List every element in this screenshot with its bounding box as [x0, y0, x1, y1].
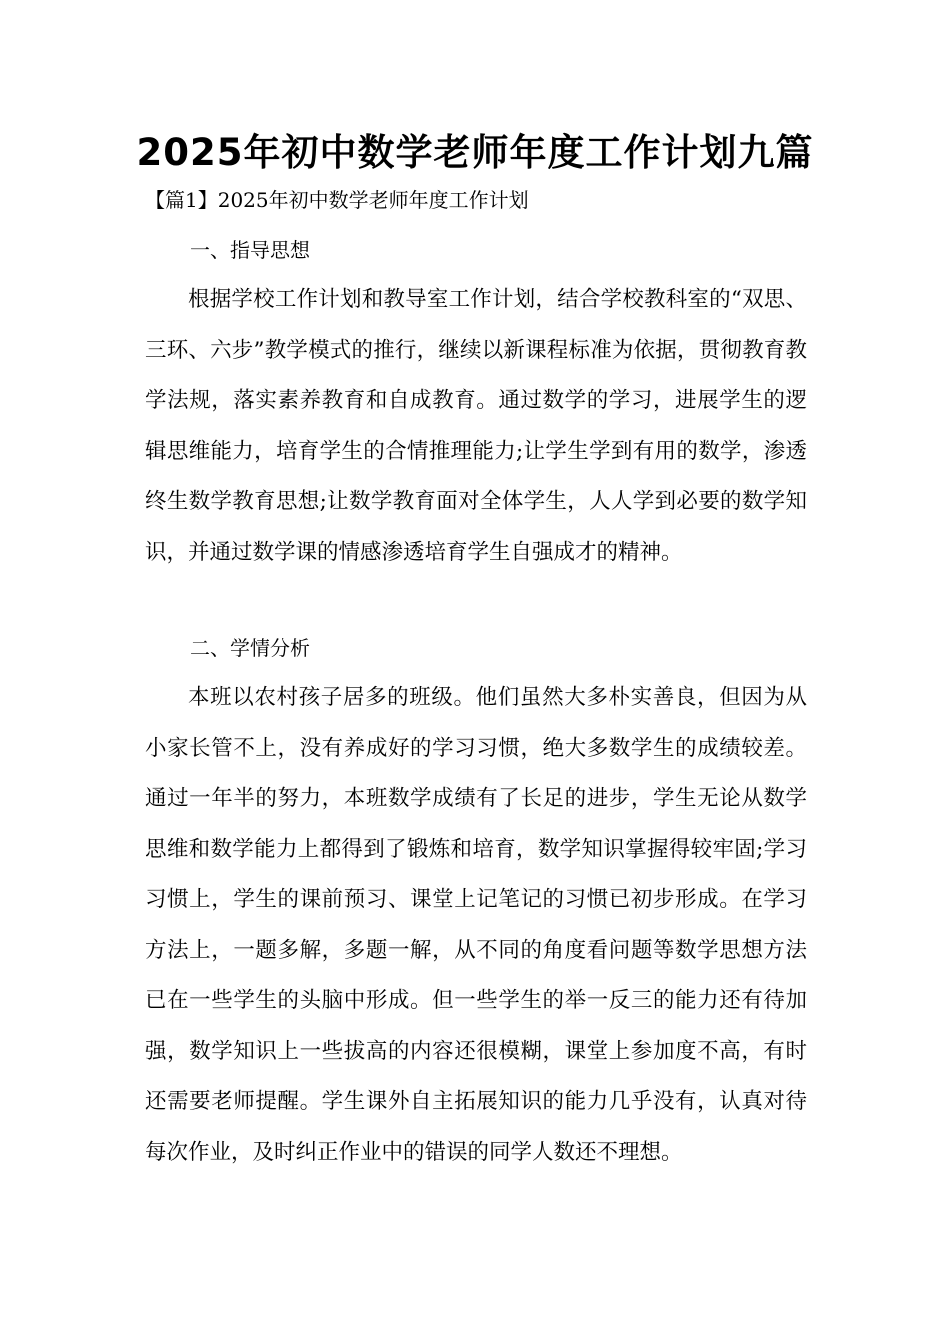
- paragraph-student-analysis: 本班以农村孩子居多的班级。他们虽然大多朴实善良，但因为从小家长管不上，没有养成好的学习习惯，绝大多数学生的成绩较差。通过一年半的努力，本班数学成绩有了长足的进步，学生无论从数学思维和数学能力上都得到了锻炼和培育，数学知识掌握得较牢固;学习习惯上，学生的课前预习、课堂上记笔记的习惯已初步形成。在学习方法上，一题多解，多题一解，从不同的角度看问题等数学思想方法已在一些学生的头脑中形成。但一些学生的举一反三的能力还有待加强，数学知识上一些拔高的内容还很模糊，课堂上参加度不高，有时还需要老师提醒。学生课外自主拓展知识的能力几乎没有，认真对待每次作业，及时纠正作业中的错误的同学人数还不理想。: [145, 685, 807, 1165]
- heading-guiding-ideology: 一、指导思想: [190, 238, 310, 262]
- paragraph-guiding-ideology: 根据学校工作计划和教导室工作计划，结合学校教科室的“双思、三环、六步”教学模式的推行，继续以新课程标准为依据，贯彻教育教学法规，落实素养教育和自成教育。通过数学的学习，进展学生的逻辑思维能力，培育学生的合情推理能力;让学生学到有用的数学，渗透终生数学教育思想;让数学教育面对全体学生，人人学到必要的数学知识，并通过数学课的情感渗透培育学生自强成才的精神。: [145, 287, 807, 565]
- section-label: 【篇1】2025年初中数学老师年度工作计划: [145, 188, 529, 212]
- document-title: 2025年初中数学老师年度工作计划九篇: [136, 131, 814, 174]
- heading-student-analysis: 二、学情分析: [190, 636, 310, 660]
